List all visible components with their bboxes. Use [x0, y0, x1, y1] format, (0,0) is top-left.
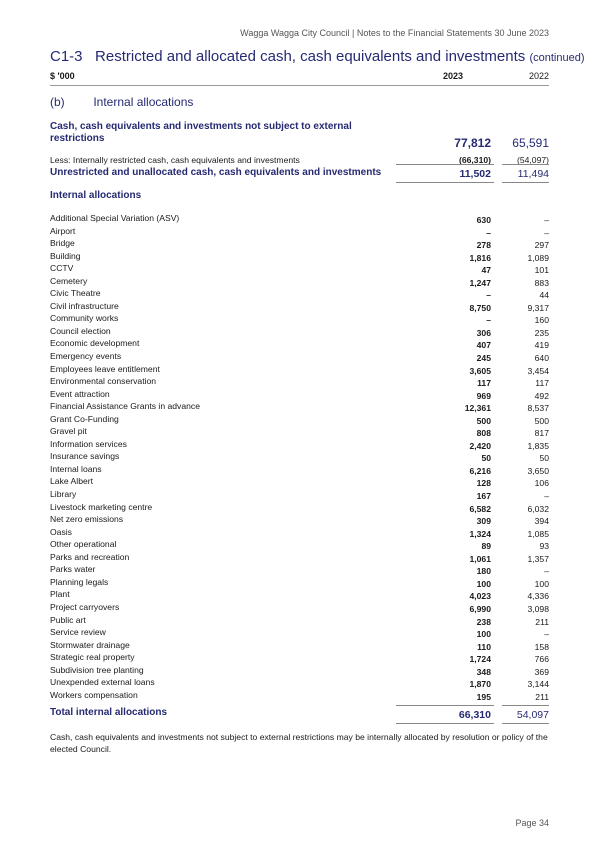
table-row — [50, 276, 549, 289]
row-2023: 6,990 — [469, 603, 491, 614]
table-row — [50, 677, 549, 690]
row-2023: 1,816 — [469, 252, 491, 263]
table-row — [50, 665, 549, 678]
row-2022: 394 — [534, 516, 549, 527]
note-code: C1-3 — [50, 48, 83, 65]
row-2023: 50 — [481, 453, 491, 464]
row-2022: 4,336 — [527, 591, 549, 602]
row-2022: 211 — [535, 691, 549, 702]
table-row — [50, 690, 549, 703]
row-2022: 211 — [535, 616, 549, 627]
row-name: Public art — [50, 614, 86, 625]
row-2022: 500 — [534, 415, 549, 426]
unrestricted-2023: 11,502 — [459, 168, 491, 180]
row-name: Service review — [50, 627, 106, 638]
table-row — [50, 414, 549, 427]
table-row — [50, 502, 549, 515]
row-2022: 419 — [534, 340, 549, 351]
row-2022: 117 — [535, 378, 549, 389]
row-2022: 235 — [534, 327, 549, 338]
row-2022: 3,454 — [527, 365, 549, 376]
table-row — [50, 640, 549, 653]
row-2023: 167 — [476, 491, 491, 502]
not-subject-label: Cash, cash equivalents and investments not subject to external restrictions — [50, 121, 352, 144]
section-heading — [50, 95, 193, 109]
row-2023: 89 — [481, 541, 491, 552]
table-row — [50, 489, 549, 502]
row-name: CCTV — [50, 263, 74, 274]
row-2023: 100 — [476, 578, 491, 589]
row-2023: – — [486, 315, 491, 326]
row-2023: 4,023 — [469, 591, 491, 602]
row-name: Plant — [50, 589, 70, 600]
row-name: Planning legals — [50, 576, 109, 587]
row-name: Other operational — [50, 539, 117, 550]
row-2023: 110 — [477, 641, 491, 652]
allocations-table — [50, 213, 549, 702]
row-2023: 1,324 — [469, 528, 491, 539]
row-name: Civic Theatre — [50, 288, 101, 299]
column-header-row — [50, 71, 549, 86]
table-row — [50, 251, 549, 264]
row-2022: 766 — [534, 654, 549, 665]
row-2022: – — [544, 566, 549, 577]
table-row — [50, 226, 549, 239]
row-2022: 9,317 — [527, 302, 549, 313]
total-2023: 66,310 — [458, 709, 491, 721]
table-row — [50, 439, 549, 452]
table-row — [50, 213, 549, 226]
table-row — [50, 301, 549, 314]
row-2022: – — [544, 227, 549, 238]
row-2022: 106 — [534, 478, 549, 489]
table-row — [50, 338, 549, 351]
row-2022: 297 — [534, 240, 549, 251]
row-name: Information services — [50, 438, 127, 449]
section-title: Internal allocations — [93, 95, 194, 109]
table-row — [50, 364, 549, 377]
row-name: Council election — [50, 325, 111, 336]
note-title: Restricted and allocated cash, cash equivalents and investments — [95, 48, 526, 65]
row-2022: 6,032 — [527, 503, 549, 514]
table-row — [50, 401, 549, 414]
row-2022: 1,085 — [527, 528, 549, 539]
table-row — [50, 514, 549, 527]
document-header: Wagga Wagga City Council | Notes to the Financial Statements 30 June 2023 — [240, 28, 549, 38]
row-2023: 3,605 — [469, 365, 491, 376]
row-2023: 180 — [476, 566, 491, 577]
row-2022: 1,357 — [527, 553, 549, 564]
row-2022: 44 — [539, 290, 549, 301]
continued-label: (continued) — [529, 52, 585, 64]
row-2023: 500 — [476, 415, 491, 426]
row-name: Economic development — [50, 338, 140, 349]
row-name: Financial Assistance Grants in advance — [50, 401, 200, 412]
row-2022: 492 — [534, 390, 549, 401]
table-row — [50, 426, 549, 439]
row-2022: 158 — [534, 641, 549, 652]
table-row — [50, 577, 549, 590]
row-2023: 808 — [476, 428, 491, 439]
total-label: Total internal allocations — [50, 707, 168, 718]
row-2023: 2,420 — [469, 440, 491, 451]
table-row — [50, 615, 549, 628]
not-subject-2023: 77,812 — [454, 136, 491, 150]
row-2022: 3,144 — [527, 679, 549, 690]
unrestricted-label: Unrestricted and unallocated cash, cash equivalents and investments — [50, 167, 382, 178]
total-2022: 54,097 — [516, 709, 549, 721]
table-row — [50, 564, 549, 577]
row-2023: 278 — [476, 240, 491, 251]
row-2022: 1,089 — [527, 252, 549, 263]
page-number: Page 34 — [515, 818, 549, 828]
less-2023: (66,310) — [458, 155, 491, 165]
row-name: Civil infrastructure — [50, 300, 119, 311]
row-2022: – — [544, 491, 549, 502]
row-name: Environmental conservation — [50, 376, 157, 387]
row-2022: 160 — [534, 315, 549, 326]
row-2023: 6,582 — [469, 503, 491, 514]
row-name: Workers compensation — [50, 689, 138, 700]
row-2023: 1,724 — [469, 654, 491, 665]
row-2022: 817 — [534, 428, 549, 439]
table-row — [50, 476, 549, 489]
row-2023: 306 — [476, 327, 491, 338]
table-row — [50, 389, 549, 402]
row-name: Internal loans — [50, 463, 102, 474]
table-row — [50, 238, 549, 251]
row-2022: – — [544, 629, 549, 640]
row-2023: – — [486, 227, 491, 238]
row-2022: 8,537 — [527, 403, 549, 414]
row-name: Lake Albert — [50, 476, 93, 487]
row-name: Project carryovers — [50, 601, 120, 612]
row-name: Gravel pit — [50, 426, 87, 437]
row-name: Unexpended external loans — [50, 677, 155, 688]
row-2022: 883 — [534, 277, 549, 288]
row-2023: 238 — [476, 616, 491, 627]
row-2022: 101 — [534, 265, 549, 276]
table-row — [50, 464, 549, 477]
row-name: Emergency events — [50, 351, 122, 362]
table-row — [50, 602, 549, 615]
row-name: Building — [50, 250, 81, 261]
table-row — [50, 627, 549, 640]
row-2022: 50 — [539, 453, 549, 464]
row-name: Subdivision tree planting — [50, 664, 144, 675]
row-name: Strategic real property — [50, 652, 135, 663]
row-2023: 47 — [481, 265, 491, 276]
table-row — [50, 527, 549, 540]
row-2023: 12,361 — [464, 403, 491, 414]
row-2023: 245 — [476, 353, 491, 364]
row-name: Employees leave entitlement — [50, 363, 160, 374]
row-2023: 1,061 — [469, 553, 491, 564]
row-name: Library — [50, 489, 77, 500]
unit-label: $ '000 — [50, 71, 75, 81]
table-row — [50, 288, 549, 301]
less-2022: (54,097) — [516, 155, 549, 165]
row-name: Community works — [50, 313, 119, 324]
table-row — [50, 326, 549, 339]
row-2023: 969 — [476, 390, 491, 401]
row-name: Event attraction — [50, 388, 110, 399]
row-name: Stormwater drainage — [50, 639, 130, 650]
row-2022: 640 — [534, 353, 549, 364]
row-2023: 8,750 — [469, 302, 491, 313]
row-name: Airport — [50, 225, 76, 236]
row-2023: – — [486, 290, 491, 301]
section-label: (b) — [50, 95, 65, 109]
table-row — [50, 652, 549, 665]
row-name: Additional Special Variation (ASV) — [50, 213, 180, 223]
row-name: Livestock marketing centre — [50, 501, 153, 512]
row-2022: 100 — [534, 578, 549, 589]
row-2023: 128 — [476, 478, 491, 489]
table-row — [50, 539, 549, 552]
row-name: Net zero emissions — [50, 514, 124, 525]
unrestricted-2022: 11,494 — [517, 168, 549, 180]
row-2022: 3,650 — [527, 465, 549, 476]
row-2022: 3,098 — [527, 603, 549, 614]
row-name: Oasis — [50, 526, 72, 537]
table-row — [50, 589, 549, 602]
col-2022-header: 2022 — [528, 71, 549, 81]
row-name: Bridge — [50, 238, 75, 249]
row-name: Insurance savings — [50, 451, 120, 462]
row-2022: 369 — [534, 666, 549, 677]
row-2023: 407 — [476, 340, 491, 351]
row-2023: 6,216 — [469, 465, 491, 476]
table-row — [50, 263, 549, 276]
row-name: Parks and recreation — [50, 551, 130, 562]
row-2023: 195 — [476, 691, 491, 702]
table-row — [50, 351, 549, 364]
page-title — [50, 48, 585, 65]
row-2022: 93 — [539, 541, 549, 552]
row-name: Grant Co-Funding — [50, 413, 119, 424]
row-2023: 1,870 — [469, 679, 491, 690]
row-name: Cemetery — [50, 275, 88, 286]
row-2023: 348 — [476, 666, 491, 677]
internal-allocations-subheading: Internal allocations — [50, 190, 142, 201]
footnote: Cash, cash equivalents and investments not subject to external restrictions may be internally allocated by resolution or policy of the elected Council. — [50, 732, 548, 754]
col-2023-header: 2023 — [442, 71, 463, 81]
table-row — [50, 376, 549, 389]
row-2023: 100 — [476, 629, 491, 640]
row-2023: 309 — [476, 516, 491, 527]
less-label: Less: Internally restricted cash, cash equivalents and investments — [50, 155, 300, 165]
row-2022: – — [544, 215, 549, 225]
row-2023: 630 — [476, 215, 491, 225]
table-row — [50, 451, 549, 464]
row-2023: 117 — [477, 378, 491, 389]
table-row — [50, 313, 549, 326]
table-row — [50, 552, 549, 565]
row-2022: 1,835 — [527, 440, 549, 451]
row-2023: 1,247 — [469, 277, 491, 288]
row-name: Parks water — [50, 564, 96, 575]
not-subject-2022: 65,591 — [512, 136, 549, 150]
